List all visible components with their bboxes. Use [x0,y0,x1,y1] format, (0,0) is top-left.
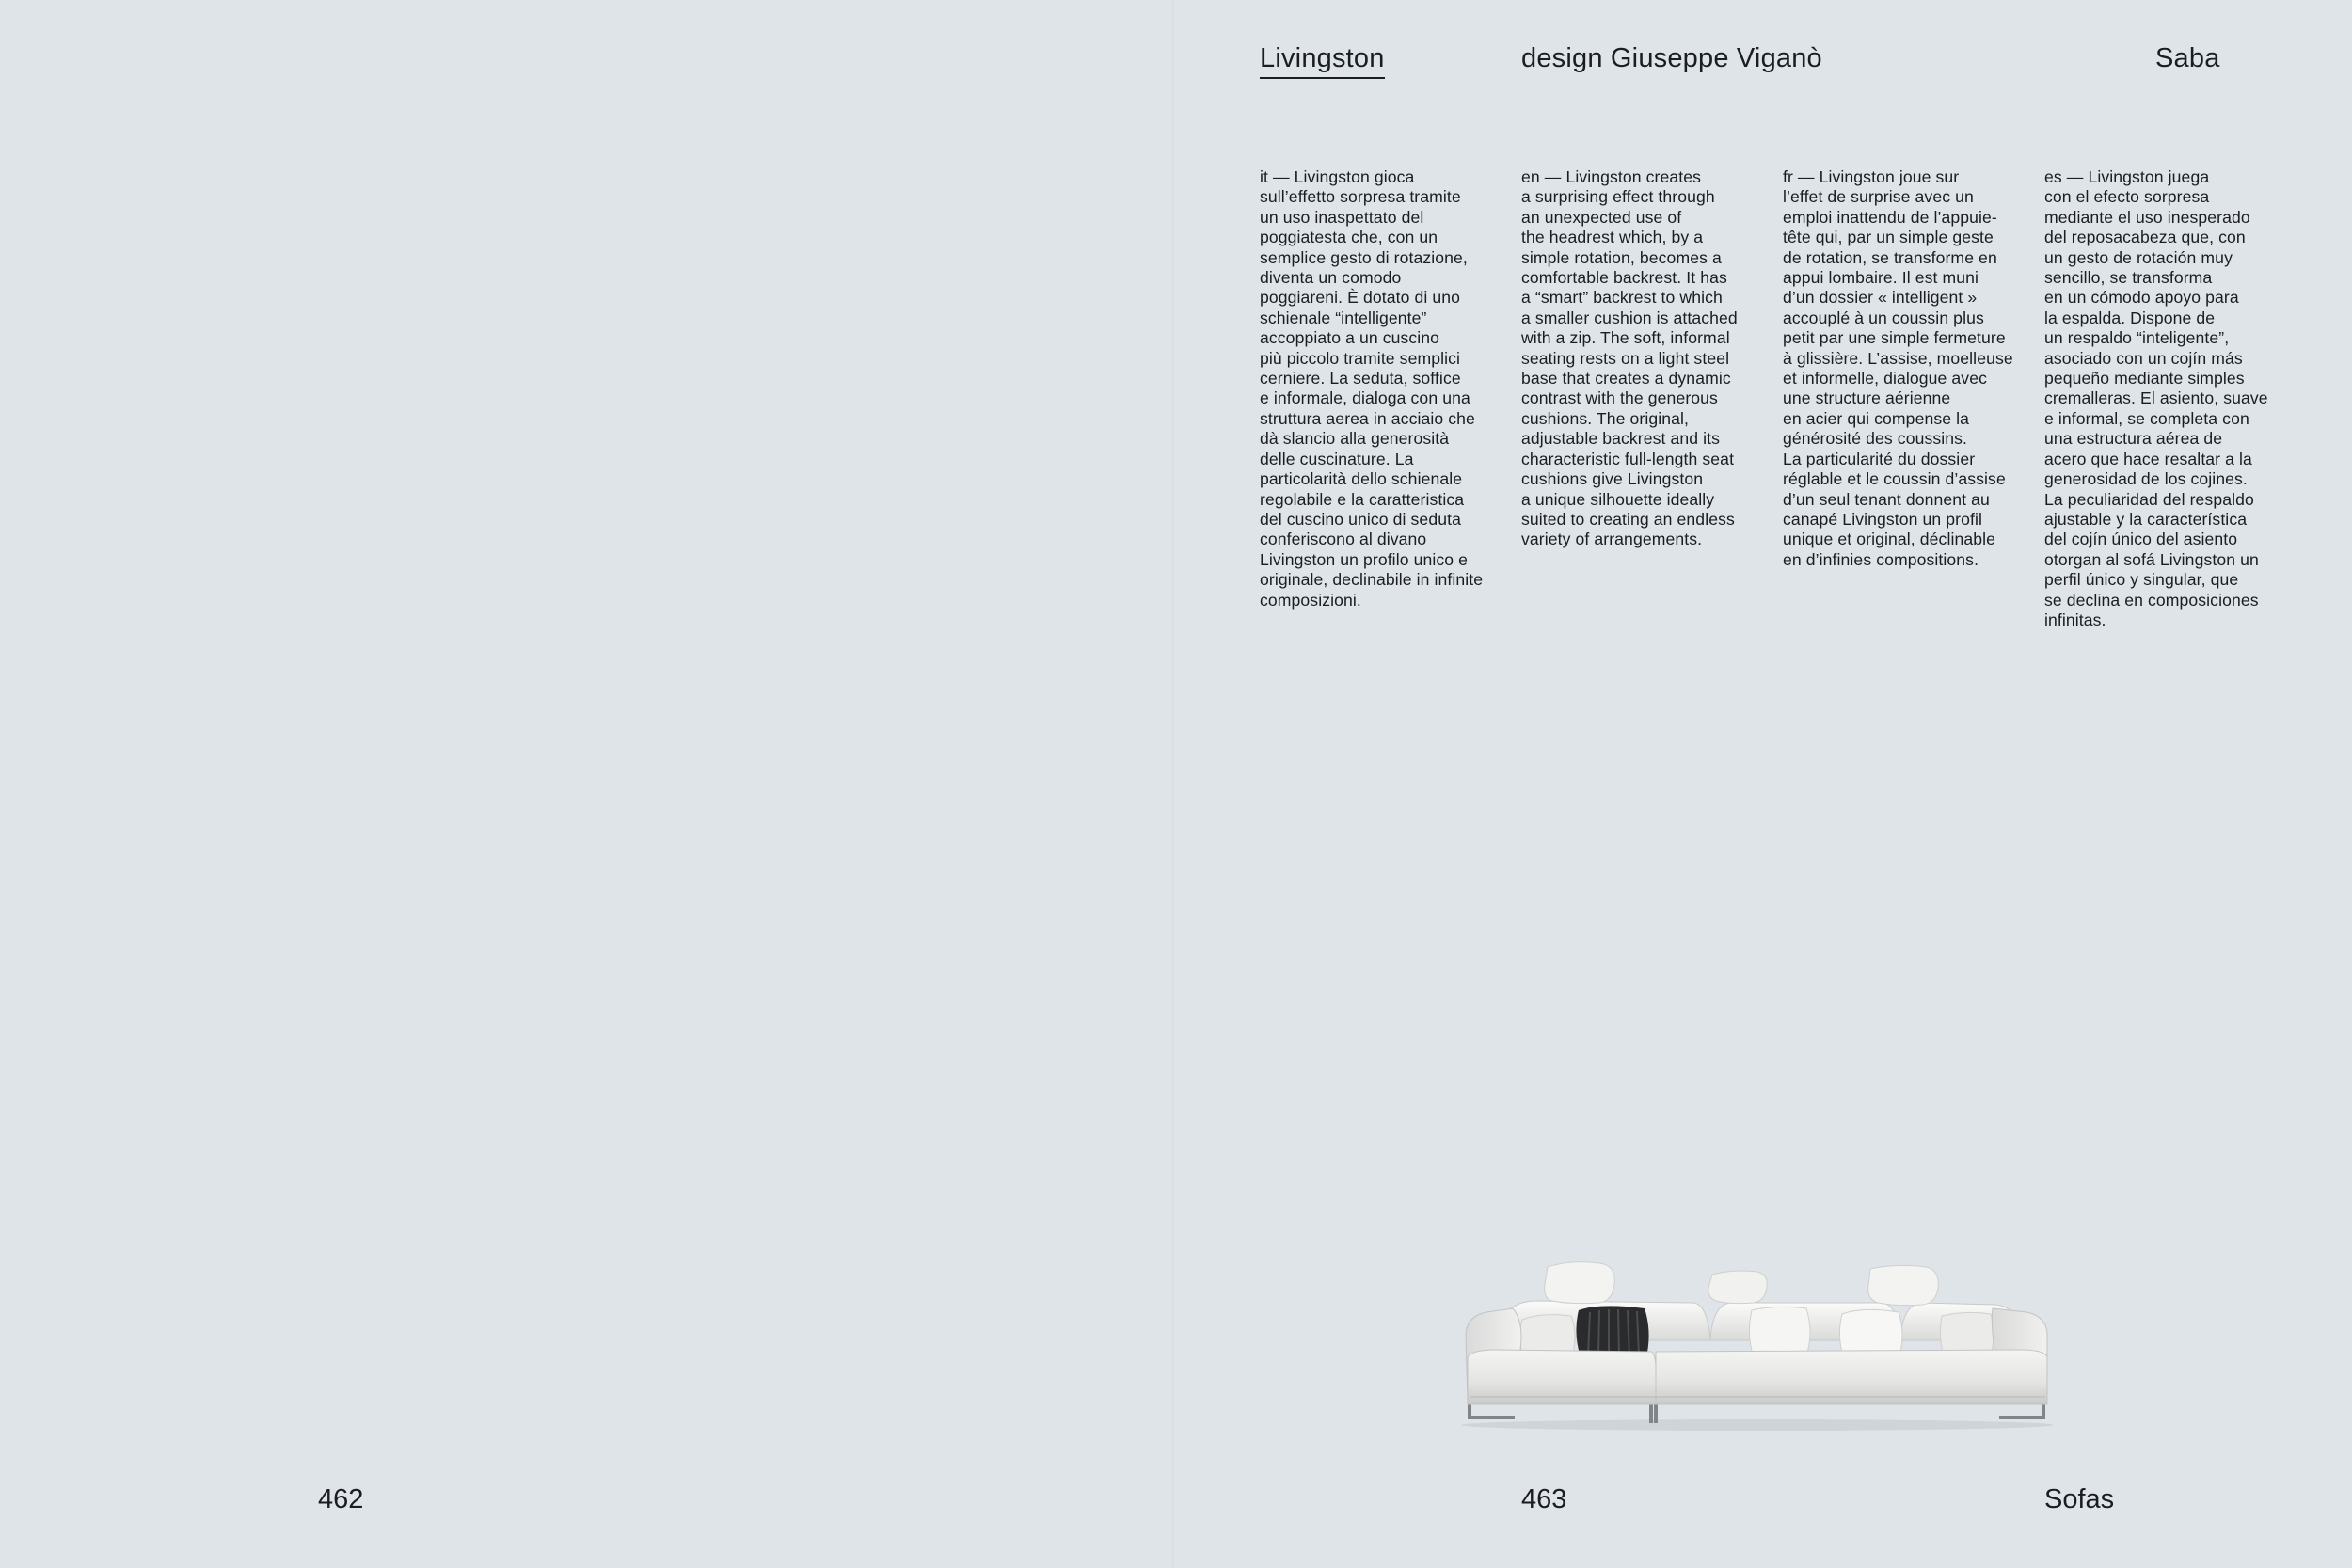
brand-name: Saba [2155,43,2220,73]
section-label: Sofas [2044,1484,2115,1514]
left-page [0,0,1173,1568]
description-french: fr — Livingston joue sur l’effet de surprise avec un emploi inattendu de l’appuie- tête qui, par un simple geste de rotation, se transforme en appui lombaire. Il est muni d’un dossier « intelligent » accouplé à un coussin plus petit par une simple fermeture à glissière. L’assise, moelleuse et informelle, dialogue avec une structure aérienne en acier qui compense la générosité des coussins. La particularité du dossier réglable et le coussin d’assise d’un seul tenant donnent au canapé Livingston un profil unique et original, déclinable en d’infinies compositions. [1783,167,2013,569]
description-english: en — Livingston creates a surprising effect through an unexpected use of the headrest which, by a simple rotation, becomes a comfortable backrest. It has a “smart” backrest to which a smaller cushion is attached with a zip. The soft, informal seating rests on a light steel base that creates a dynamic contrast with the generous cushions. The original, adjustable backrest and its characteristic full-length seat cushions give Livingston a unique silhouette ideally suited to creating an endless variety of arrangements. [1521,167,1738,549]
description-spanish: es — Livingston juega con el efecto sorpresa mediante el uso inesperado del reposacabeza que, con un gesto de rotación muy sencillo, se transforma en un cómodo apoyo para la espalda. Dispone de un respaldo “inteligente”, asociado con un cojín más pequeño mediante simples cremalleras. El asiento, suave e informal, se completa con una estructura aérea de acero que hace resaltar a la generosidad de los cojines. La peculiaridad del respaldo ajustable y la característica del cojín único del asiento otorgan al sofá Livingston un perfil único y singular, que se declina en composiciones infinitas. [2044,167,2268,629]
product-title: Livingston [1260,41,1385,79]
sofa-shadow [1461,1419,2054,1431]
designer-credit: design Giuseppe Viganò [1521,43,1822,73]
seat-cushions [1468,1350,2047,1404]
page-gutter [1170,0,1176,1568]
page-number-right: 463 [1521,1484,1567,1514]
description-italian: it — Livingston gioca sull’effetto sorpresa tramite un uso inaspettato del poggiatesta che, con un semplice gesto di rotazione, diventa un comodo poggiareni. È dotato di uno schienale “intelligente” accoppiato a un cuscino più piccolo tramite semplici cerniere. La seduta, soffice e informale, dialoga con una struttura aerea in acciaio che dà slancio alla generosità delle cuscinature. La particolarità dello schienale regolabile e la caratteristica del cuscino unico di seduta conferiscono al divano Livingston un profilo unico e originale, declinabile in infinite composizioni. [1260,167,1484,610]
page-number-left: 462 [318,1484,364,1514]
sofa-photo [1458,1246,2056,1434]
headrest-pillows [1545,1262,1939,1306]
